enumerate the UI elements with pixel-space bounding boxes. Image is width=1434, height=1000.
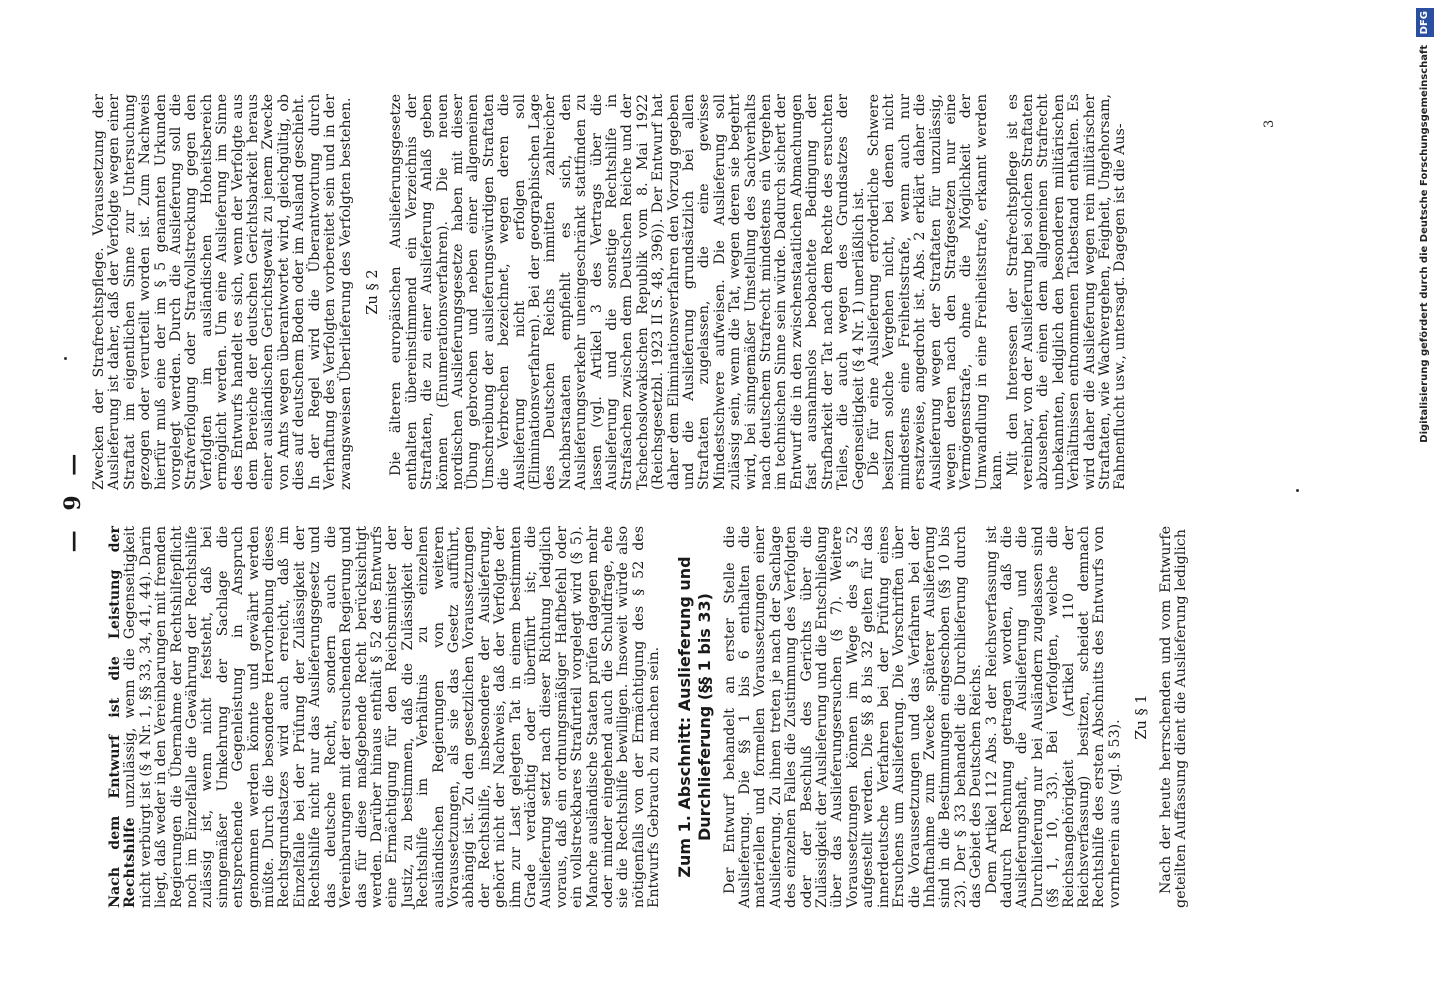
paragraph-text: unzulässig, wenn die Gegenseitigkeit nicht verbürgt ist (§ 4 Nr. 1, §§ 33, 34, 41, 44). Darin liegt, daß weder in den Vereinbarungen mit fremden Regierungen die Übernahme der Rechtshilfepflicht noch im Einzelfalle die Gewährung der Rechtshilfe zulässig ist, wenn nicht feststeht, daß bei sinngemäßer Umkehrung der Sachlage die entsprechende Gegenleistung in Anspruch genommen werden könnte und gewährt werden müßte. Durch die besondere Hervorhebung dieses Rechtsgrundsatzes wird auch erreicht, daß im Einzelfalle bei der Prüfung der Zulässigkeit der Rechtshilfe nicht nur das Auslieferungsgesetz und das deutsche Recht, sondern auch die Vereinbarungen mit der ersuchenden Regierung und das für diese maßgebende Recht berücksichtigt werden. Darüber hinaus enthält § 52 des Entwurfs eine Ermächtigung für den Reichsminister der Justiz, zu bestimmen, daß die Zulässigkeit der Rechtshilfe im Verhältnis zu einzelnen ausländischen Regierungen von weiteren Voraussetzungen, als sie das Gesetz aufführt, abhängig ist. Zu den gesetzlichen Voraussetzungen der Rechtshilfe, insbesondere der Auslieferung, gehört nicht der Nachweis, daß der Verfolgte der ihm zur Last gelegten Tat in einem bestimmten Grade verdächtig oder überführt ist; die Auslieferung setzt nach dieser Richtung lediglich voraus, daß ein ordnungsmäßiger Haftbefehl oder ein vollstreckbares Strafurteil vorgelegt wird (§ 5). Manche ausländische Staaten prüfen dagegen mehr oder minder eingehend auch die Schuldfrage, ehe sie die Rechtshilfe bewilligen. Insoweit würde also nötigenfalls von der Ermächtigung des § 52 des Entwurfs Gebrauch zu machen sein.: [122, 526, 663, 908]
section-heading: Zum 1. Abschnitt: Auslieferung und Durchlieferung (§§ 1 bis 33): [674, 556, 714, 878]
dfg-logo-icon: DFG: [1416, 8, 1434, 37]
page-number: — 9 —: [60, 447, 86, 553]
subsection-heading: Zu § 2: [364, 269, 381, 315]
scan-speck: [64, 357, 67, 360]
sheet-number: 3: [1262, 119, 1277, 128]
paragraph: Dem Artikel 112 Abs. 3 der Reichsverfassung ist dadurch Rechnung getragen worden, daß die Auslieferungshaft, die Auslieferung und die Durchlieferung nur bei Ausländern zugelassen sind (§§ 1, 10, 33). Bei Verfolgten, welche die Reichsangehörigkeit (Artikel 110 der Reichsverfassung) besitzen, scheidet demnach Rechtshilfe des ersten Abschnitts des Entwurfs von vornherein aus (vgl. § 53).: [983, 526, 1123, 908]
left-column: [108, 526, 1189, 908]
paragraph: [108, 526, 663, 908]
paragraph: Mit den Interessen der Strafrechtspflege ist es vereinbar, von der Auslieferung bei solchen Straftaten abzusehen, die einen dem allgemeinen Strafrecht unbekannten, lediglich den besonderen militärischen Verhältnissen entnommenen Tatbestand enthalten. Es wird daher die Auslieferung wegen rein militärischer Straftaten, wie Wachvergehen, Feigheit, Ungehorsam, Fahnenflucht usw., untersagt. Dagegen ist die Aus-: [1004, 94, 1129, 490]
scan-speck: [1296, 489, 1299, 492]
right-column: [92, 94, 1129, 490]
subsection-heading: Zu § 1: [1134, 694, 1151, 740]
paragraph: Die für eine Auslieferung erforderliche Schwere besitzen solche Vergehen nicht, bei denen nicht mindestens eine Freiheitsstrafe, wenn auch nur ersatzweise, angedroht ist. Abs. 2 erklärt daher die Auslieferung wegen der Straftaten für unzulässig, wegen deren nach den Strafgesetzen nur eine Vermögensstrafe, ohne die Möglichkeit der Umwandlung in eine Freiheitsstrafe, erkannt werden kann.: [865, 94, 1006, 490]
paragraph: Nach der heute herrschenden und vom Entwurfe geteilten Auffassung dient die Auslieferung lediglich: [1157, 526, 1189, 908]
digitization-credit: [1416, 8, 1434, 992]
paragraph: Der Entwurf behandelt an erster Stelle die Auslieferung. Die §§ 1 bis 6 enthalten die materiellen und formellen Voraussetzungen einer Auslieferung. Zu ihnen treten je nach der Sachlage des einzelnen Falles die Zustimmung des Verfolgten oder der Beschluß des Gerichts über die Zulässigkeit der Auslieferung und die Entschließung über das Auslieferungsersuchen (§ 7). Weitere Voraussetzungen können im Wege des § 52 aufgestellt werden. Die §§ 8 bis 32 gelten für das innerdeutsche Verfahren bei der Prüfung eines Ersuchens um Auslieferung. Die Vorschriften über die Voraussetzungen und das Verfahren bei der Inhaftnahme zum Zwecke späterer Auslieferung sind in die Bestimmungen eingeschoben (§§ 10 bis 23). Der § 33 behandelt die Durchlieferung durch das Gebiet des Deutschen Reichs.: [721, 526, 985, 908]
paragraph: Die älteren europäischen Auslieferungsgesetze enthalten übereinstimmend ein Verzeichnis der Straftaten, die zu einer Auslieferung Anlaß geben können (Enumerationsverfahren). Die neuen nordischen Auslieferungsgesetze haben mit dieser Übung gebrochen und neben einer allgemeinen Umschreibung der auslieferungswürdigen Straftaten die Verbrechen bezeichnet, wegen deren die Auslieferung nicht erfolgen soll (Eliminationsverfahren). Bei der geographischen Lage des Deutschen Reichs inmitten zahlreicher Nachbarstaaten empfiehlt es sich, den Auslieferungsverkehr uneingeschränkt stattfinden zu lassen (vgl. Artikel 3 des Vertrags über die Auslieferung und die sonstige Rechtshilfe in Strafsachen zwischen dem Deutschen Reiche und der Tschechoslowakischen Republik vom 8. Mai 1922 (Reichsgesetzbl. 1923 II S. 48, 396)). Der Entwurf hat daher dem Eliminationsverfahren den Vorzug gegeben und die Auslieferung grundsätzlich bei allen Straftaten zugelassen, die eine gewisse Mindestschwere aufweisen. Die Auslieferung soll zulässig sein, wenn die Tat, wegen deren sie begehrt wird, bei sinngemäßer Umstellung des Sachverhalts nach deutschem Strafrecht mindestens ein Vergehen im technischen Sinne sein würde. Dadurch sichert der Entwurf die in den zwischenstaatlichen Abmachungen fast ausnahmslos beobachtete Bedingung der Strafbarkeit der Tat nach dem Rechte des ersuchten Teiles, die auch wegen des Grundsatzes der Gegenseitigkeit (§ 4 Nr. 1) unerläßlich ist.: [388, 94, 867, 490]
credit-text: Digitalisierung gefördert durch die Deutsche Forschungsgemeinschaft: [1419, 44, 1430, 443]
paragraph: Zwecken der Strafrechtspflege. Voraussetzung der Auslieferung ist daher, daß der Verfolgte wegen einer Straftat im eigentlichen Sinne zur Untersuchung gezogen oder verurteilt worden ist. Zum Nachweis hierfür muß eine der im § 5 genannten Urkunden vorgelegt werden. Durch die Auslieferung soll die Strafverfolgung oder Strafvollstreckung gegen den Verfolgten im ausländischen Hoheitsbereich ermöglicht werden. Um eine Auslieferung im Sinne des Entwurfs handelt es sich, wenn der Verfolgte aus dem Bereiche der deutschen Gerichtsbarkeit heraus einer ausländischen Gerichtsgewalt zu jenem Zwecke von Amts wegen überantwortet wird, gleichgültig, ob dies auf deutschem Boden oder im Ausland geschieht. In der Regel wird die Überantwortung durch Verhaftung des Verfolgten vorbereitet sein und in der zwangsweisen Überlieferung des Verfolgten bestehen.: [91, 94, 354, 490]
lead-bold-text: Nach dem Entwurf ist die Leistung der Rechtshilfe: [107, 526, 139, 908]
